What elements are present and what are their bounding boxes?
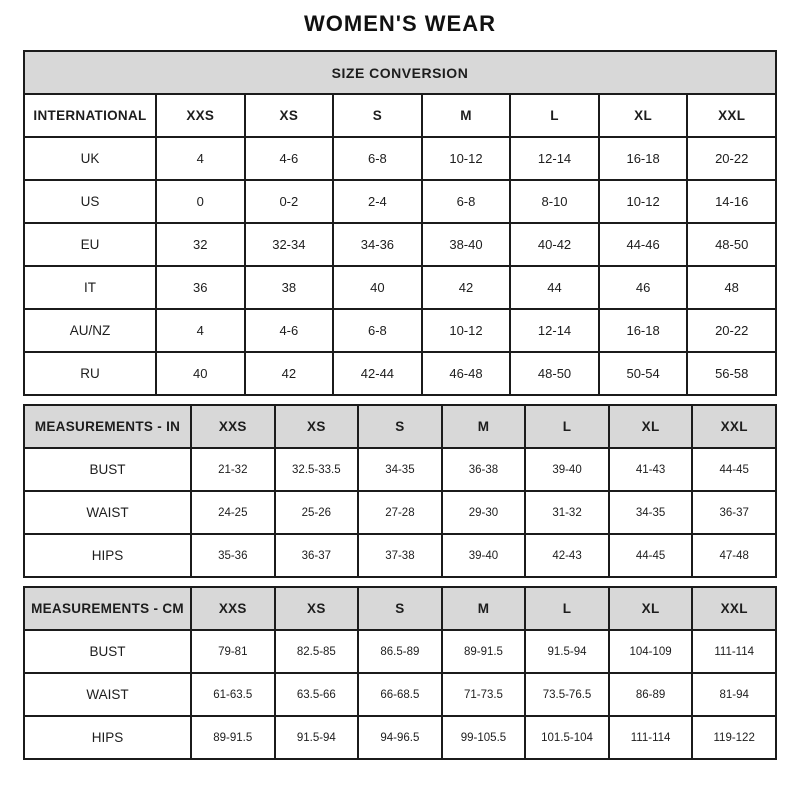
header-row (24, 94, 776, 137)
column-header-cell: S (333, 94, 422, 137)
value-cell: 8-10 (510, 180, 599, 223)
table-row (24, 534, 776, 577)
header-row (24, 405, 776, 448)
column-header-cell: XL (609, 405, 693, 448)
value-cell: 46 (599, 266, 688, 309)
value-cell: 40 (333, 266, 422, 309)
value-cell: 41-43 (609, 448, 693, 491)
value-cell: 31-32 (525, 491, 609, 534)
table-row (24, 180, 776, 223)
value-cell: 10-12 (422, 137, 511, 180)
row-label-cell: BUST (24, 448, 191, 491)
value-cell: 0 (156, 180, 245, 223)
value-cell: 40 (156, 352, 245, 395)
column-header-cell: L (510, 94, 599, 137)
value-cell: 16-18 (599, 137, 688, 180)
value-cell: 38 (245, 266, 334, 309)
value-cell: 12-14 (510, 137, 599, 180)
value-cell: 40-42 (510, 223, 599, 266)
value-cell: 12-14 (510, 309, 599, 352)
value-cell: 56-58 (687, 352, 776, 395)
value-cell: 46-48 (422, 352, 511, 395)
value-cell: 29-30 (442, 491, 526, 534)
value-cell: 10-12 (599, 180, 688, 223)
value-cell: 6-8 (333, 309, 422, 352)
page-title: WOMEN'S WEAR (304, 11, 496, 36)
column-header-cell: XL (609, 587, 693, 630)
value-cell: 71-73.5 (442, 673, 526, 716)
row-label-cell: IT (24, 266, 156, 309)
value-cell: 20-22 (687, 137, 776, 180)
column-header-cell: S (358, 405, 442, 448)
value-cell: 48-50 (687, 223, 776, 266)
value-cell: 34-35 (609, 491, 693, 534)
value-cell: 42-44 (333, 352, 422, 395)
column-header-cell: XS (275, 587, 359, 630)
value-cell: 94-96.5 (358, 716, 442, 759)
value-cell: 91.5-94 (525, 630, 609, 673)
row-label-cell: RU (24, 352, 156, 395)
column-header-cell: MEASUREMENTS - IN (24, 405, 191, 448)
row-label-cell: AU/NZ (24, 309, 156, 352)
value-cell: 42 (245, 352, 334, 395)
value-cell: 34-36 (333, 223, 422, 266)
value-cell: 48-50 (510, 352, 599, 395)
value-cell: 99-105.5 (442, 716, 526, 759)
value-cell: 89-91.5 (442, 630, 526, 673)
value-cell: 4 (156, 137, 245, 180)
table-row (24, 491, 776, 534)
column-header-cell: XXL (692, 587, 776, 630)
value-cell: 27-28 (358, 491, 442, 534)
size-conversion-table (23, 50, 777, 396)
value-cell: 4-6 (245, 137, 334, 180)
value-cell: 4-6 (245, 309, 334, 352)
column-header-cell: M (442, 587, 526, 630)
header-row (24, 587, 776, 630)
row-label-cell: US (24, 180, 156, 223)
value-cell: 37-38 (358, 534, 442, 577)
value-cell: 48 (687, 266, 776, 309)
value-cell: 39-40 (525, 448, 609, 491)
column-header-cell: XL (599, 94, 688, 137)
value-cell: 10-12 (422, 309, 511, 352)
value-cell: 6-8 (333, 137, 422, 180)
value-cell: 66-68.5 (358, 673, 442, 716)
value-cell: 44-46 (599, 223, 688, 266)
value-cell: 4 (156, 309, 245, 352)
value-cell: 44-45 (609, 534, 693, 577)
row-label-cell: EU (24, 223, 156, 266)
value-cell: 2-4 (333, 180, 422, 223)
value-cell: 89-91.5 (191, 716, 275, 759)
column-header-cell: XS (275, 405, 359, 448)
row-label-cell: HIPS (24, 534, 191, 577)
value-cell: 14-16 (687, 180, 776, 223)
row-label-cell: WAIST (24, 491, 191, 534)
column-header-cell: XXL (687, 94, 776, 137)
value-cell: 6-8 (422, 180, 511, 223)
value-cell: 82.5-85 (275, 630, 359, 673)
table-row (24, 716, 776, 759)
column-header-cell: XXS (191, 405, 275, 448)
value-cell: 16-18 (599, 309, 688, 352)
table-row (24, 673, 776, 716)
size-conversion-title: SIZE CONVERSION (24, 51, 776, 94)
value-cell: 36 (156, 266, 245, 309)
row-label-cell: HIPS (24, 716, 191, 759)
value-cell: 61-63.5 (191, 673, 275, 716)
table-row (24, 137, 776, 180)
value-cell: 119-122 (692, 716, 776, 759)
column-header-cell: XS (245, 94, 334, 137)
row-label-cell: UK (24, 137, 156, 180)
column-header-cell: MEASUREMENTS - CM (24, 587, 191, 630)
measurements-cm-table (23, 586, 777, 760)
column-header-cell: S (358, 587, 442, 630)
row-label-cell: WAIST (24, 673, 191, 716)
value-cell: 36-37 (275, 534, 359, 577)
column-header-cell: XXS (156, 94, 245, 137)
value-cell: 86.5-89 (358, 630, 442, 673)
column-header-cell: XXS (191, 587, 275, 630)
value-cell: 32.5-33.5 (275, 448, 359, 491)
value-cell: 38-40 (422, 223, 511, 266)
table-row (24, 223, 776, 266)
value-cell: 44 (510, 266, 599, 309)
value-cell: 50-54 (599, 352, 688, 395)
value-cell: 73.5-76.5 (525, 673, 609, 716)
value-cell: 86-89 (609, 673, 693, 716)
table-row (24, 630, 776, 673)
table-row (24, 266, 776, 309)
value-cell: 42-43 (525, 534, 609, 577)
row-label-cell: BUST (24, 630, 191, 673)
table-title-row (24, 51, 776, 94)
table-row (24, 352, 776, 395)
value-cell: 35-36 (191, 534, 275, 577)
value-cell: 0-2 (245, 180, 334, 223)
column-header-cell: M (442, 405, 526, 448)
value-cell: 81-94 (692, 673, 776, 716)
value-cell: 111-114 (692, 630, 776, 673)
value-cell: 32 (156, 223, 245, 266)
column-header-cell: INTERNATIONAL (24, 94, 156, 137)
column-header-cell: L (525, 405, 609, 448)
column-header-cell: L (525, 587, 609, 630)
value-cell: 36-38 (442, 448, 526, 491)
value-cell: 25-26 (275, 491, 359, 534)
table-row (24, 309, 776, 352)
value-cell: 42 (422, 266, 511, 309)
value-cell: 24-25 (191, 491, 275, 534)
measurements-in-table (23, 404, 777, 578)
table-row (24, 448, 776, 491)
value-cell: 79-81 (191, 630, 275, 673)
value-cell: 91.5-94 (275, 716, 359, 759)
value-cell: 47-48 (692, 534, 776, 577)
value-cell: 63.5-66 (275, 673, 359, 716)
value-cell: 32-34 (245, 223, 334, 266)
value-cell: 101.5-104 (525, 716, 609, 759)
value-cell: 21-32 (191, 448, 275, 491)
value-cell: 111-114 (609, 716, 693, 759)
column-header-cell: M (422, 94, 511, 137)
value-cell: 44-45 (692, 448, 776, 491)
value-cell: 36-37 (692, 491, 776, 534)
column-header-cell: XXL (692, 405, 776, 448)
value-cell: 104-109 (609, 630, 693, 673)
value-cell: 20-22 (687, 309, 776, 352)
value-cell: 39-40 (442, 534, 526, 577)
value-cell: 34-35 (358, 448, 442, 491)
